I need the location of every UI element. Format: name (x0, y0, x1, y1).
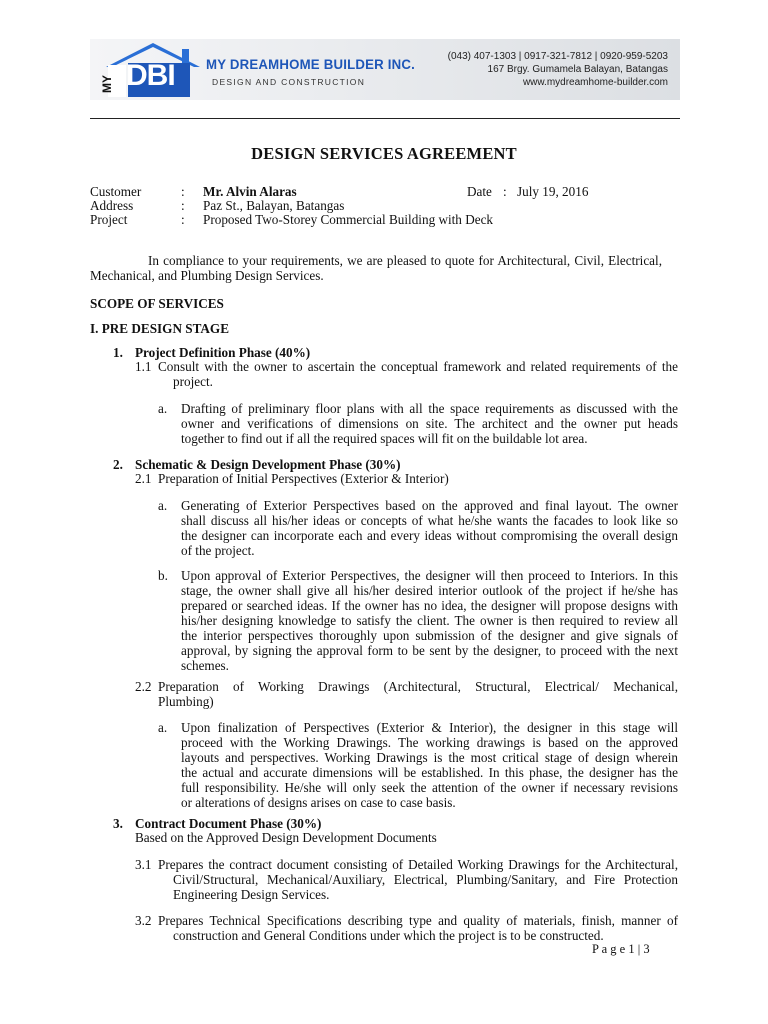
item-2-2-text (158, 679, 678, 709)
logo-dbi-text: DBI (126, 59, 175, 92)
item-2-2-number: 2.2 (135, 679, 152, 694)
item-3-2-text (158, 913, 678, 943)
item-2-1a-text (181, 498, 678, 558)
project-colon: : (181, 212, 185, 227)
text-line: Plumbing) (158, 694, 214, 709)
item-2-1b-text (181, 568, 678, 673)
section-2-number: 2. (113, 457, 123, 472)
text-line: the actual and accurate dimensions will be established. In this phase, the designer has the (181, 765, 678, 780)
item-1-1-text (158, 359, 678, 389)
text-line: approval, by signing the approval form to be sent by the designer, to proceed with the next (181, 643, 678, 658)
text-line: Preparation of Working Drawings (Architectural, Structural, Electrical/ Mechanical, (158, 679, 678, 694)
project-value: Proposed Two-Storey Commercial Building with Deck (203, 212, 494, 227)
item-1-1a-text (181, 401, 678, 446)
text-line: Upon finalization of Perspectives (Exterior & Interior), the designer in this stage will (181, 720, 678, 735)
contact-phones: (043) 407-1303 | 0917-321-7812 | 0920-959-5203 (447, 51, 668, 62)
document-title: DESIGN SERVICES AGREEMENT (251, 144, 517, 163)
text-line: Prepares the contract document consisting of Detailed Working Drawings for the Architectural, (158, 857, 678, 872)
section-3-number: 3. (113, 816, 123, 831)
text-line: shall discuss all his/her ideas or concepts of what he/she wants the facades to look like so (181, 513, 678, 528)
date-label: Date (467, 184, 492, 199)
company-tagline: DESIGN AND CONSTRUCTION (212, 77, 366, 87)
contact-address: 167 Brgy. Gumamela Balayan, Batangas (487, 64, 668, 75)
item-2-1-text: Preparation of Initial Perspectives (Exterior & Interior) (158, 471, 449, 486)
logo-my-text: MY (100, 75, 114, 93)
item-1-1a-letter: a. (158, 401, 168, 416)
text-line: project. (173, 374, 213, 389)
text-line: construction and General Conditions under which the project is to be constructed. (173, 928, 604, 943)
project-label: Project (90, 212, 128, 227)
address-colon: : (181, 198, 185, 213)
header-divider (90, 118, 680, 119)
intro-line: In compliance to your requirements, we are pleased to quote for Architectural, Civil, Electrical, (148, 253, 662, 268)
item-2-1-number: 2.1 (135, 471, 152, 486)
text-line: Civil/Structural, Mechanical/Auxiliary, Electrical, Plumbing/Sanitary, and Fire Protection (173, 872, 678, 887)
section-3-title: Contract Document Phase (30%) (135, 816, 322, 831)
text-line: schemes. (181, 658, 229, 673)
letterhead-banner (90, 39, 680, 100)
address-label: Address (90, 198, 134, 213)
text-line: or alterations of designs arises on case to case basis. (181, 795, 456, 810)
text-line: Engineering Design Services. (173, 887, 330, 902)
item-1-1-number: 1.1 (135, 359, 152, 374)
text-line: of the project. (181, 543, 255, 558)
text-line: Upon approval of Exterior Perspectives, the designer will then proceed to Interiors. In this (181, 568, 678, 583)
text-line: Drafting of preliminary floor plans with all the space requirements as discussed with the (181, 401, 678, 416)
item-2-1a-letter: a. (158, 498, 168, 513)
intro-paragraph (90, 253, 662, 283)
section-3-subtitle: Based on the Approved Design Development Documents (135, 830, 437, 845)
text-line: prepared or searched ideas. If the owner has no idea, the designer will propose designs with (181, 598, 678, 613)
customer-value: Mr. Alvin Alaras (203, 184, 297, 199)
item-3-1-text (158, 857, 678, 902)
company-name: MY DREAMHOME BUILDER INC. (206, 57, 416, 72)
scope-heading: SCOPE OF SERVICES (90, 296, 224, 311)
intro-line: Mechanical, and Plumbing Design Services. (90, 268, 324, 283)
section-2-title: Schematic & Design Development Phase (30%) (135, 457, 401, 472)
text-line: together to find out if all the required spaces will fit on the buildable lot area. (181, 431, 588, 446)
item-3-2-number: 3.2 (135, 913, 152, 928)
text-line: layouts and perspectives. Working Drawings is the most critical stage of design wherein (181, 750, 678, 765)
text-line: full responsibility. He/she will only seek the attention of the owner if necessary revisions (181, 780, 678, 795)
text-line: Generating of Exterior Perspectives based on the approved and final layout. The owner (181, 498, 678, 513)
address-value: Paz St., Balayan, Batangas (203, 198, 345, 213)
text-line: his/her designing knowledge to satisfy the client. The owner is then required to review all (181, 613, 678, 628)
text-line: Prepares Technical Specifications describing type and quality of materials, finish, manner of (158, 913, 678, 928)
text-line: the interior perspectives thoroughly upon submission of the designer and give signals of (181, 628, 678, 643)
item-2-2a-letter: a. (158, 720, 168, 735)
stage-heading: I. PRE DESIGN STAGE (90, 321, 229, 336)
text-line: stage, the owner shall give all his/her desired interior outlook of the project if he/she has (181, 583, 678, 598)
date-colon: : (503, 184, 507, 199)
section-1-title: Project Definition Phase (40%) (135, 345, 311, 360)
text-line: Consult with the owner to ascertain the conceptual framework and related requirements of the (158, 359, 678, 374)
date-value: July 19, 2016 (517, 184, 589, 199)
page-number: P a g e 1 | 3 (592, 942, 650, 956)
item-2-2a-text (181, 720, 678, 810)
section-1-number: 1. (113, 345, 123, 360)
item-3-1-number: 3.1 (135, 857, 152, 872)
customer-label: Customer (90, 184, 142, 199)
text-line: the designer can incorporate each and every ideas without compromising the overall design (181, 528, 678, 543)
item-2-1b-letter: b. (158, 568, 168, 583)
customer-colon: : (181, 184, 185, 199)
contact-website[interactable]: www.mydreamhome-builder.com (522, 77, 668, 88)
text-line: proceed with the Working Drawings. The working drawings is based on the approved (181, 735, 678, 750)
text-line: owner and verifications of dimensions on site. The architect and the owner put heads (181, 416, 678, 431)
